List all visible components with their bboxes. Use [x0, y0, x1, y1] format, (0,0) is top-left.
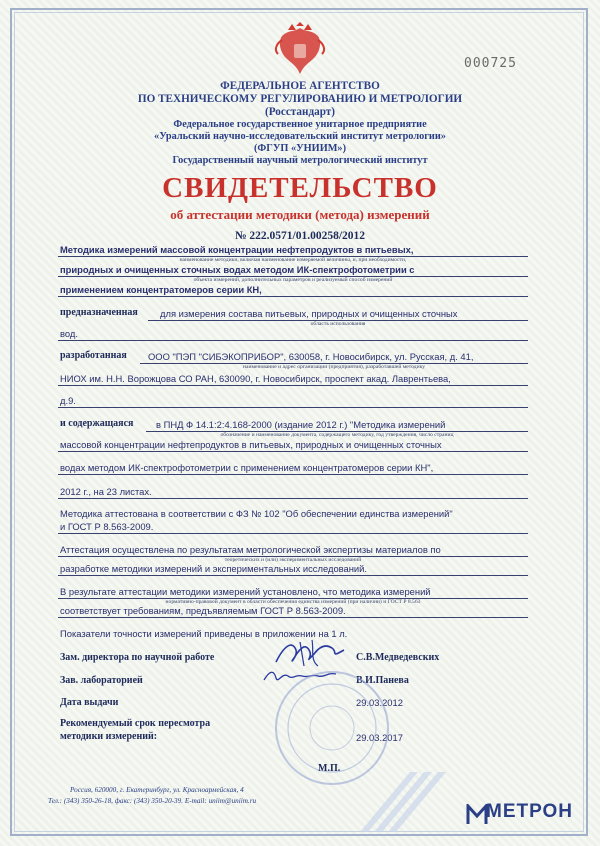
decorative-stripes-icon: [360, 772, 470, 832]
coat-of-arms-icon: [272, 22, 328, 80]
document-subtitle: об аттестации методики (метода) измерений: [170, 207, 430, 222]
developer-label: разработанная: [60, 350, 127, 361]
review-label-line2: методики измерений:: [60, 731, 158, 742]
purpose-caption: область использования: [310, 321, 366, 327]
method-caption1: наименование методики, включая наименование измеряемой величины, и, при необходимости,: [179, 257, 407, 263]
basis-line1: Аттестация осуществлена по результатам метрологической экспертизы материалов по: [60, 544, 441, 555]
metron-logo-icon: [466, 804, 488, 826]
attested-line1: Методика аттестована в соответствии с ФЗ № 102 "Об обеспечении единства измерений": [60, 508, 453, 519]
deputy-name: С.В.Медведевских: [356, 652, 440, 663]
contained-value-line3: водах методом ИК-спектрофотометрии с применением концентратомеров серии КН",: [60, 462, 434, 473]
footer-contacts: Тел.: (343) 350-26-18, факс: (343) 350-20-39. E-mail: uniim@uniim.ru: [48, 797, 257, 805]
attested-line2: и ГОСТ Р 8.563-2009.: [60, 521, 154, 532]
enterprise-short: (ФГУП «УНИИМ»): [254, 143, 346, 154]
certificate-number: № 222.0571/01.00258/2012: [234, 230, 366, 242]
method-caption2: объекта измерений, дополнительных параметров и реализуемый способ измерений: [193, 277, 393, 283]
result-line1: В результате аттестации методики измерений установлено, что методика измерений: [60, 586, 431, 597]
enterprise-line2: «Уральский научно-исследовательский институт метрологии»: [154, 131, 446, 142]
issue-label: Дата выдачи: [60, 697, 119, 708]
contained-value-line4: 2012 г., на 23 листах.: [60, 486, 152, 497]
serial-number: 000725: [464, 56, 517, 71]
agency-short: (Росстандарт): [264, 106, 336, 118]
method-line2: природных и очищенных сточных водах методом ИК-спектрофотометрии с: [60, 264, 415, 275]
purpose-label: предназначенная: [60, 307, 138, 318]
purpose-value-line1: для измерения состава питьевых, природных и очищенных сточных: [160, 308, 458, 319]
method-line3: применением концентратомеров серии КН,: [60, 284, 262, 295]
lab-label: Зав. лабораторией: [60, 675, 143, 686]
developer-value-line1: ООО "ПЭП "СИБЭКОПРИБОР", 630058, г. Новосибирск, ул. Русская, д. 41,: [148, 351, 474, 362]
accuracy-statement: Показатели точности измерений приведены в приложении на 1 л.: [60, 628, 348, 639]
developer-value-line3: д.9.: [60, 395, 76, 406]
lab-name: В.И.Панева: [356, 675, 409, 686]
deputy-label: Зам. директора по научной работе: [60, 652, 215, 663]
institute-name: Государственный научный метрологический институт: [172, 155, 428, 166]
contained-caption: обозначение и наименование документа, содержащего методику, год утверждения, число страниц: [220, 432, 454, 438]
enterprise-line1: Федеральное государственное унитарное предприятие: [173, 119, 427, 130]
result-caption: нормативно-правовой документ в области обеспечения единства измерений (при наличии) и ГОСТ Р 8.563: [165, 599, 421, 605]
review-date: 29.03.2017: [356, 732, 403, 743]
stamp-place: М.П.: [318, 763, 341, 774]
agency-line2: ПО ТЕХНИЧЕСКОМУ РЕГУЛИРОВАНИЮ И МЕТРОЛОГИИ: [137, 93, 463, 105]
issue-date: 29.03.2012: [356, 697, 403, 708]
result-line2: соответствует требованиям, предъявляемым ГОСТ Р 8.563-2009.: [60, 605, 346, 616]
footer-address: Россия, 620000, г. Екатеринбург, ул. Красноармейская, 4: [70, 786, 244, 794]
method-line1: Методика измерений массовой концентрации нефтепродуктов в питьевых,: [60, 244, 414, 255]
developer-caption: наименование и адрес организации (предприятия), разработавшей методику: [242, 364, 426, 370]
agency-line1: ФЕДЕРАЛЬНОЕ АГЕНТСТВО: [220, 80, 380, 92]
basis-line2: разработке методики измерений и экспериментальных исследований.: [60, 563, 367, 574]
metron-logo-text: МЕТРОН: [486, 801, 574, 822]
review-label-line1: Рекомендуемый срок пересмотра: [60, 718, 211, 729]
basis-caption: теоретических и (или) экспериментальных исследований: [224, 557, 362, 563]
developer-value-line2: НИОХ им. Н.Н. Ворожцова СО РАН, 630090, г. Новосибирск, проспект акад. Лаврентьева,: [60, 373, 451, 384]
contained-label: и содержащаяся: [60, 418, 134, 429]
contained-value-line1: в ПНД Ф 14.1:2:4.168-2000 (издание 2012 г.) "Методика измерений: [156, 419, 446, 430]
contained-value-line2: массовой концентрации нефтепродуктов в питьевых, природных и очищенных сточных: [60, 439, 442, 450]
purpose-value-line2: вод.: [60, 328, 78, 339]
document-title: СВИДЕТЕЛЬСТВО: [162, 172, 438, 204]
